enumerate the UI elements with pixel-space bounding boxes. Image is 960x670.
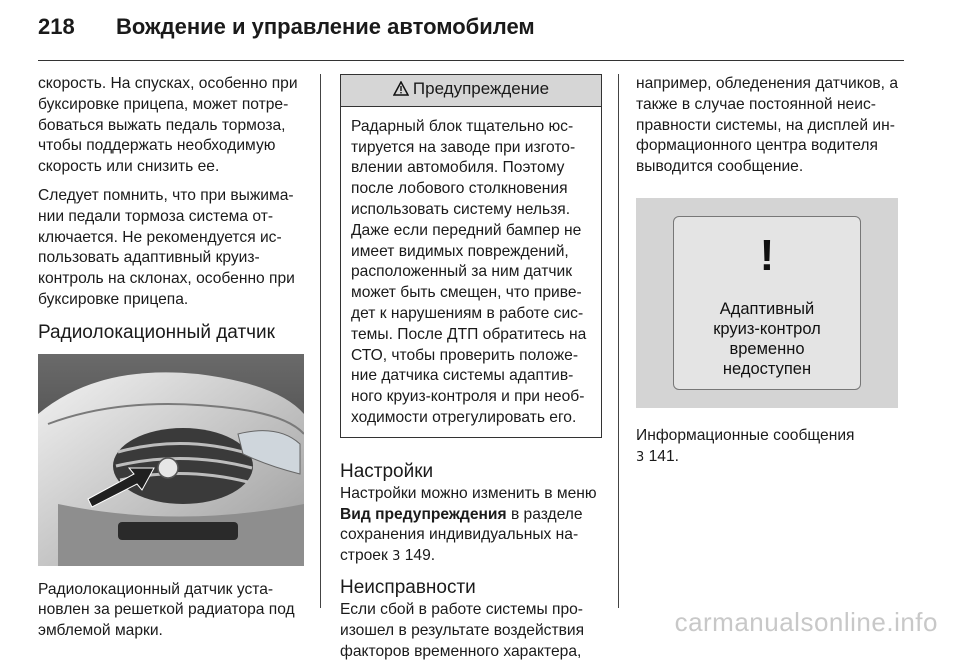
warning-header	[341, 75, 601, 107]
col3-paragraph-1: например, обледенения датчиков, а также в случае постоянной неисправности системы, на дисплей информационного центра водителя выводится сообщение.	[636, 75, 899, 176]
display-caption	[636, 426, 906, 469]
page-ref-arrow-icon-2: 3	[636, 449, 645, 465]
column-1	[38, 74, 304, 650]
display-message-panel	[673, 216, 861, 390]
warning-box	[340, 74, 602, 438]
warning-title: Предупреждение	[412, 79, 550, 98]
header-rule	[38, 60, 904, 61]
page-ref-arrow-icon: 3	[392, 549, 401, 565]
display-line-1: Адаптивный	[719, 299, 815, 318]
page-title: Вождение и управление автомобилем	[116, 14, 535, 39]
settings-text	[340, 484, 602, 568]
car-front-image	[38, 354, 304, 566]
exclamation-icon: !	[759, 230, 775, 280]
column-divider-1	[320, 74, 321, 608]
column-2	[340, 74, 602, 670]
settings-text-after: в разделе сохранения индивидуальных настроек	[340, 505, 583, 565]
radar-sensor-caption: Радиолокационный датчик установлен за решеткой радиатора под эмблемой марки.	[38, 580, 295, 640]
column-divider-2	[618, 74, 619, 608]
page-number: 218	[38, 14, 75, 39]
faults-heading: Неисправности	[340, 576, 476, 598]
driver-info-display	[636, 198, 898, 408]
warning-text: Радарный блок тщательно юстируется на заводе при изготовлении автомобиля. Поэтому после лобового столкновения использовать систему нельзя. Даже если передний бампер не имеет видимых повреждений, расположенный за ним датчик может быть смещен, что приведет к нарушениям в работе системы. После ДТП обратитесь на СТО, чтобы проверить положение датчика системы адаптивного круиз-контроля и при необходимости отрегулировать его.	[351, 117, 587, 426]
col1-paragraph-1: скорость. На спусках, особенно при буксировке прицепа, может потребоваться выжать педаль тормоза, чтобы поддержать необходимую скорость или снизить ее.	[38, 75, 298, 176]
col1-paragraph-2: Следует помнить, что при выжимании педали тормоза система отключается. Не рекомендуется использовать адаптивный круиз-контроль на склонах, особенно при буксировке прицепа.	[38, 186, 295, 308]
warning-triangle-icon	[393, 81, 409, 102]
display-line-4: недоступен	[722, 359, 812, 378]
settings-page-ref: 149.	[404, 547, 436, 565]
watermark: carmanualsonline.info	[674, 607, 938, 637]
page-header	[38, 14, 535, 40]
settings-text-before: Настройки можно изменить в меню	[340, 484, 597, 502]
faults-text: Если сбой в работе системы произошел в результате воздействия факторов временного характера,	[340, 600, 585, 660]
menu-name: Вид предупреждения	[340, 505, 507, 523]
display-line-3: временно	[729, 339, 805, 358]
display-caption-text: Информационные сообщения	[636, 426, 855, 444]
radar-sensor-heading: Радиолокационный датчик	[38, 321, 275, 343]
column-3	[636, 74, 906, 477]
display-caption-page: 141.	[648, 447, 679, 465]
settings-heading: Настройки	[340, 460, 434, 482]
display-line-2: круиз-контрол	[713, 319, 821, 338]
